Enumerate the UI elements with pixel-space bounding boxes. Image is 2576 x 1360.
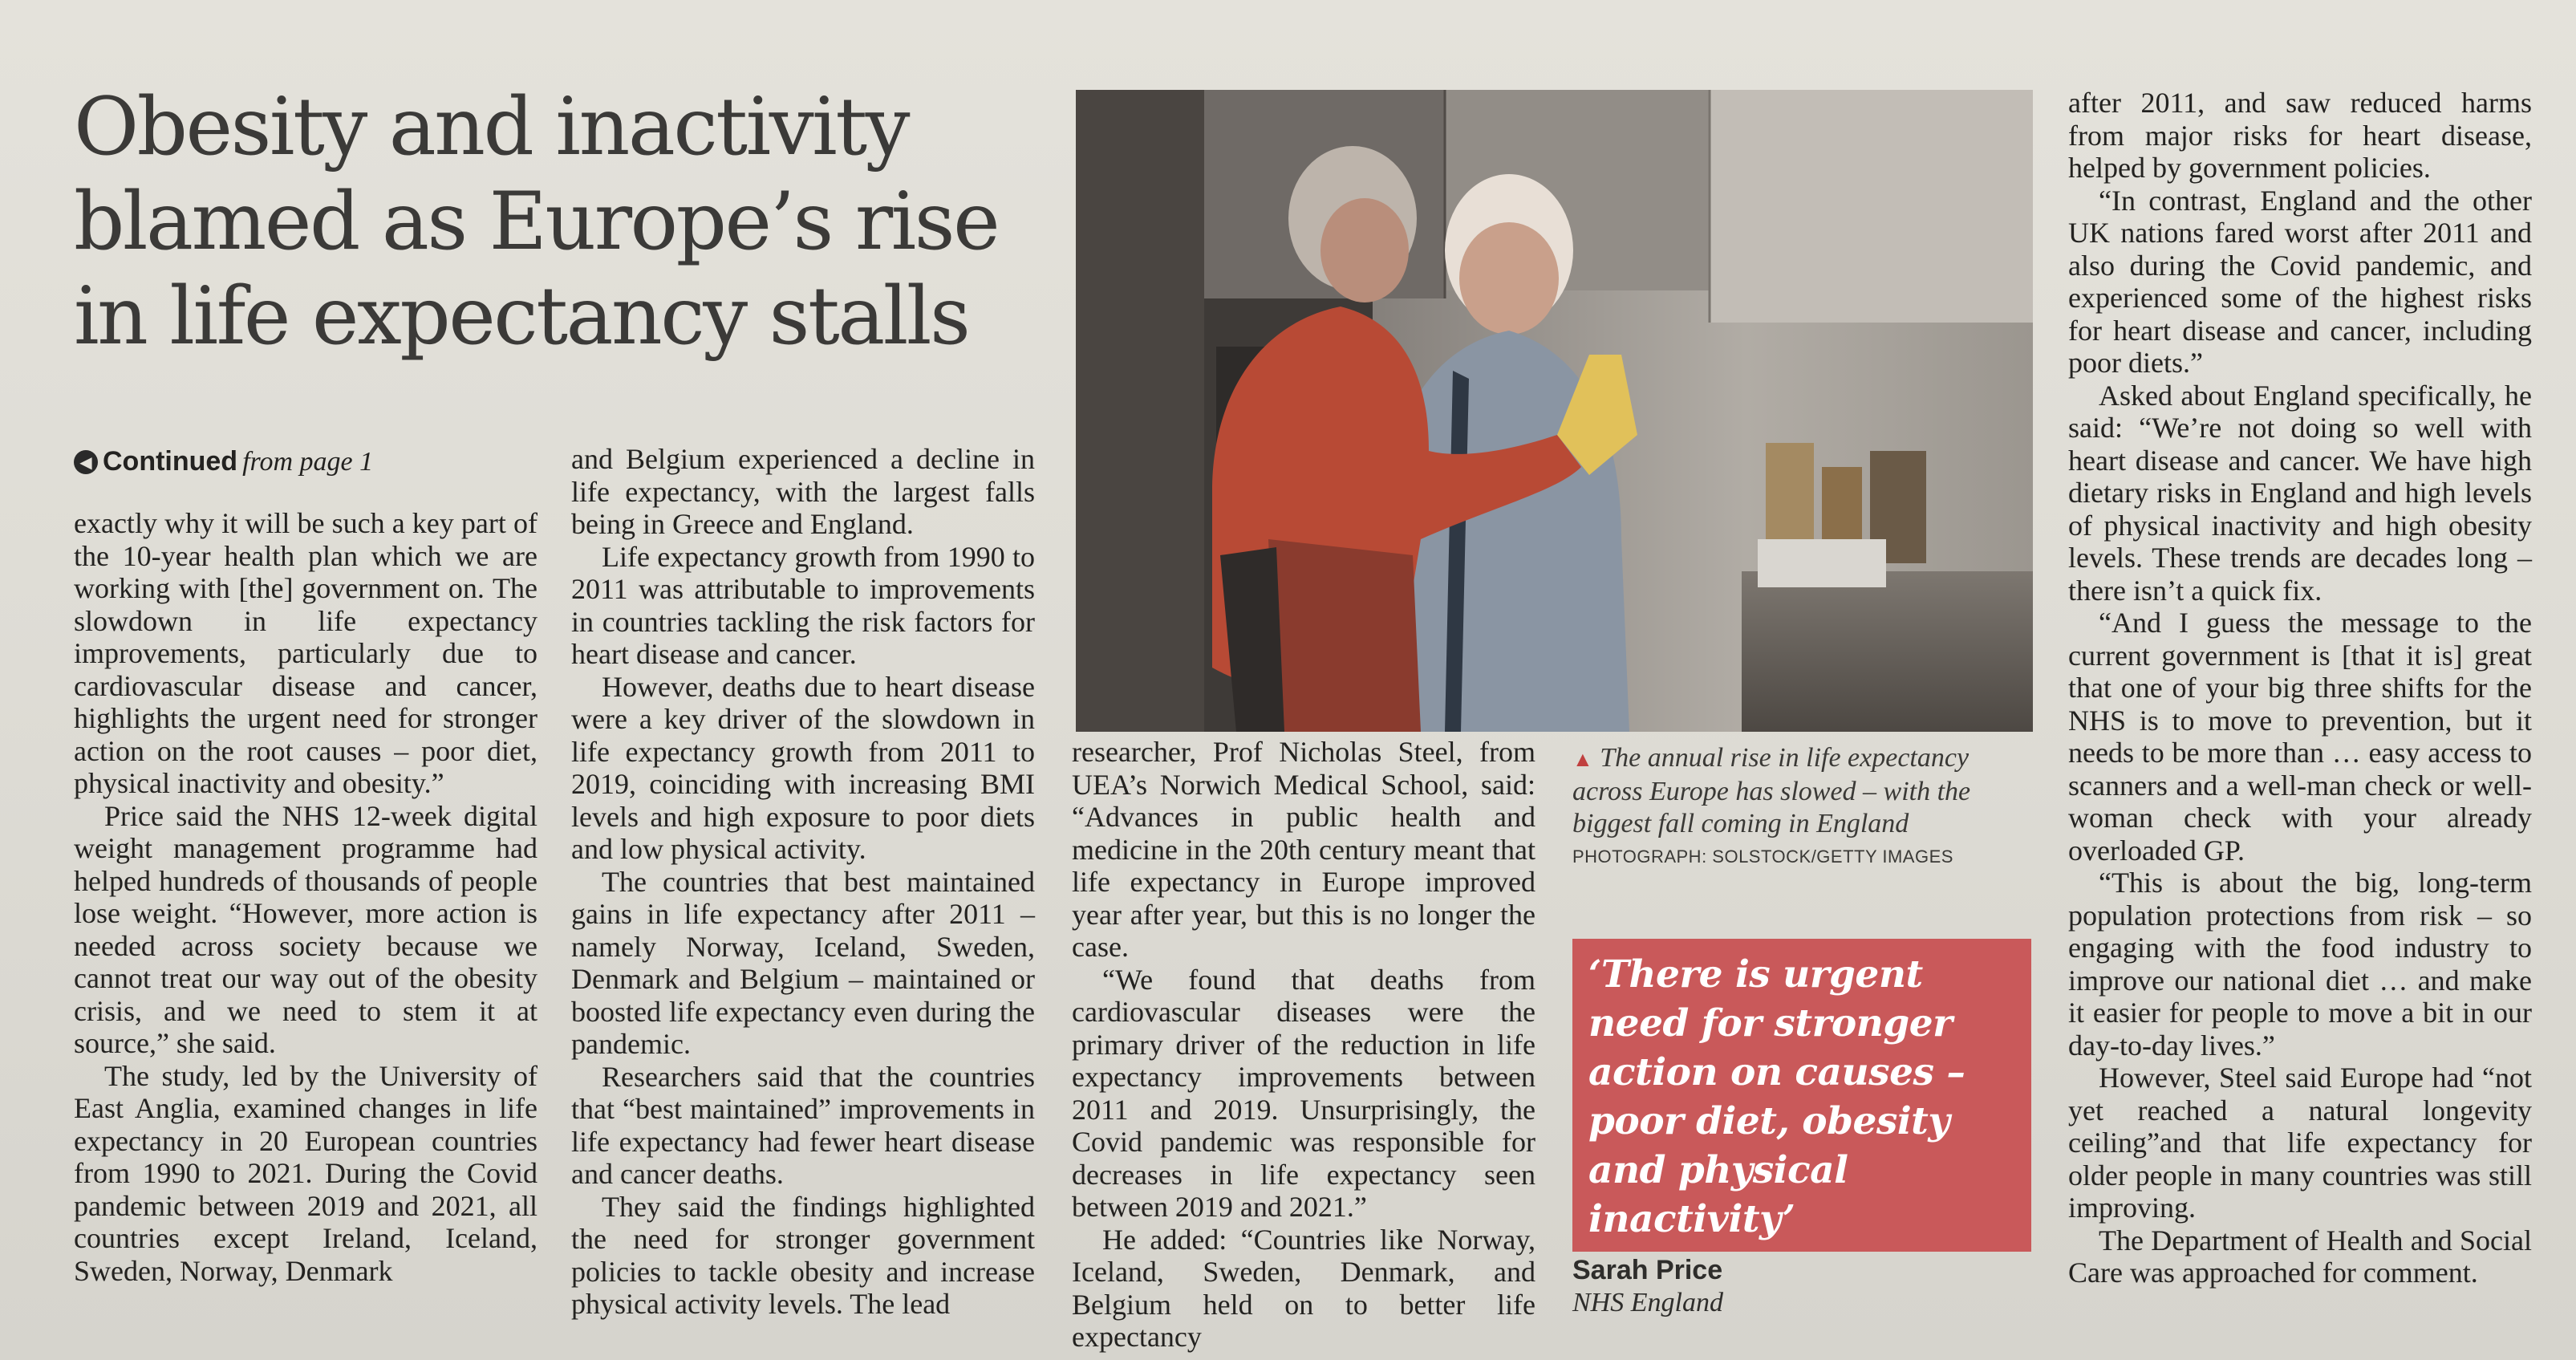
- photo-credit: PHOTOGRAPH: SOLSTOCK/GETTY IMAGES: [1572, 846, 1953, 867]
- headline: [74, 80, 1061, 364]
- photo-caption: [1572, 742, 2038, 840]
- pullquote-attribution-name: Sarah Price: [1572, 1255, 1723, 1285]
- article-paragraph: “This is about the big, long-term population protections from risk – so engaging with the food industry to improve our national diet … and make it easier for people to move a bit in our day-to-day lives.”: [2068, 867, 2532, 1062]
- pullquote-attribution-org: NHS England: [1572, 1288, 1723, 1317]
- continued-marker: [74, 446, 373, 477]
- triangle-up-icon: ▲: [1572, 748, 1593, 771]
- article-photo: [1076, 90, 2033, 732]
- article-column-1: [74, 507, 538, 1287]
- article-paragraph: He added: “Countries like Norway, Iceland, Sweden, Denmark, and Belgium held on to better life expectancy: [1072, 1223, 1535, 1353]
- article-paragraph: “And I guess the message to the current government is [that it is] great that one of your big three shifts for the NHS is to move to prevention, but it needs to be more than … easy access to scanners and a well-man check or well-woman check with your already overloaded GP.: [2068, 607, 2532, 867]
- article-paragraph: Researchers said that the countries that “best maintained” improvements in life expectancy had fewer heart disease and cancer deaths.: [571, 1060, 1035, 1190]
- article-paragraph: They said the findings highlighted the need for stronger government policies to tackle obesity and increase physical activity levels. The lead: [571, 1190, 1035, 1320]
- article-paragraph: Life expectancy growth from 1990 to 2011 was attributable to improvements in countries tackling the risk factors for heart disease and cancer.: [571, 540, 1035, 670]
- article-paragraph: However, Steel said Europe had “not yet reached a natural longevity ceiling”and that life expectancy for older people in many countries was still improving.: [2068, 1062, 2532, 1224]
- article-paragraph: Price said the NHS 12-week digital weight management programme had helped hundreds of thousands of people lose weight. “However, more action is needed across society because we cannot treat our way out of the obesity crisis, and we need to stem it at source,” she said.: [74, 799, 538, 1059]
- article-paragraph: and Belgium experienced a decline in life expectancy, with the largest falls being in Greece and England.: [571, 443, 1035, 540]
- article-paragraph: “In contrast, England and the other UK nations fared worst after 2011 and also during the Covid pandemic, and experienced some of the highest risks for heart disease and cancer, including poor diets.”: [2068, 184, 2532, 379]
- article-paragraph: researcher, Prof Nicholas Steel, from UEA’s Norwich Medical School, said: “Advances in public health and medicine in the 20th century meant that life expectancy in Europe improved year after year, but this is no longer the case.: [1072, 736, 1535, 963]
- article-paragraph: exactly why it will be such a key part of the 10-year health plan which we are working with [the] government on. The slowdown in life expectancy improvements, particularly due to cardiovascular disease and cancer, highlights the urgent need for stronger action on the root causes – poor diet, physical inactivity and obesity.”: [74, 507, 538, 799]
- article-paragraph: However, deaths due to heart disease were a key driver of the slowdown in life expectancy growth from 2011 to 2019, coinciding with increasing BMI levels and high exposure to poor diets and low physical activity.: [571, 670, 1035, 865]
- continued-from: from page 1: [242, 446, 374, 477]
- article-paragraph: The Department of Health and Social Care was approached for comment.: [2068, 1224, 2532, 1289]
- article-paragraph: The study, led by the University of East Anglia, examined changes in life expectancy in 20 European countries from 1990 to 2021. During the Covid pandemic between 2019 and 2021, all countries except Ireland, Iceland, Sweden, Norway, Denmark: [74, 1059, 538, 1287]
- article-paragraph: The countries that best maintained gains in life expectancy after 2011 – namely Norway, Iceland, Sweden, Denmark and Belgium – maintained or boosted life expectancy even during the pandemic.: [571, 865, 1035, 1060]
- caption-text: The annual rise in life expectancy across Europe has slowed – with the biggest fall coming in England: [1572, 743, 1971, 838]
- headline-line: Obesity and inactivity: [74, 81, 909, 173]
- pullquote-text: ‘There is urgent need for stronger action on causes – poor diet, obesity and physical inactivity’: [1588, 952, 1965, 1241]
- article-column-3: [1072, 736, 1535, 1354]
- article-paragraph: “We found that deaths from cardiovascular diseases were the primary driver of the reduction in life expectancy improvements between 2011 and 2019. Unsurprisingly, the Covid pandemic was responsible for decreases in life expectancy seen between 2019 and 2021.”: [1072, 963, 1535, 1223]
- article-column-2: [571, 443, 1035, 1321]
- article-paragraph: after 2011, and saw reduced harms from major risks for heart disease, helped by government policies.: [2068, 87, 2532, 184]
- continued-label: Continued: [103, 446, 238, 477]
- arrow-left-icon: ◀: [74, 450, 98, 474]
- article-column-4: [2068, 87, 2532, 1289]
- article-paragraph: Asked about England specifically, he said: “We’re not doing so well with heart disease and cancer. We have high dietary risks in England and high levels of physical inactivity and high obesity levels. These trends are decades long – there isn’t a quick fix.: [2068, 379, 2532, 607]
- headline-line: in life expectancy stalls: [74, 270, 969, 363]
- headline-line: blamed as Europe’s rise: [74, 176, 999, 268]
